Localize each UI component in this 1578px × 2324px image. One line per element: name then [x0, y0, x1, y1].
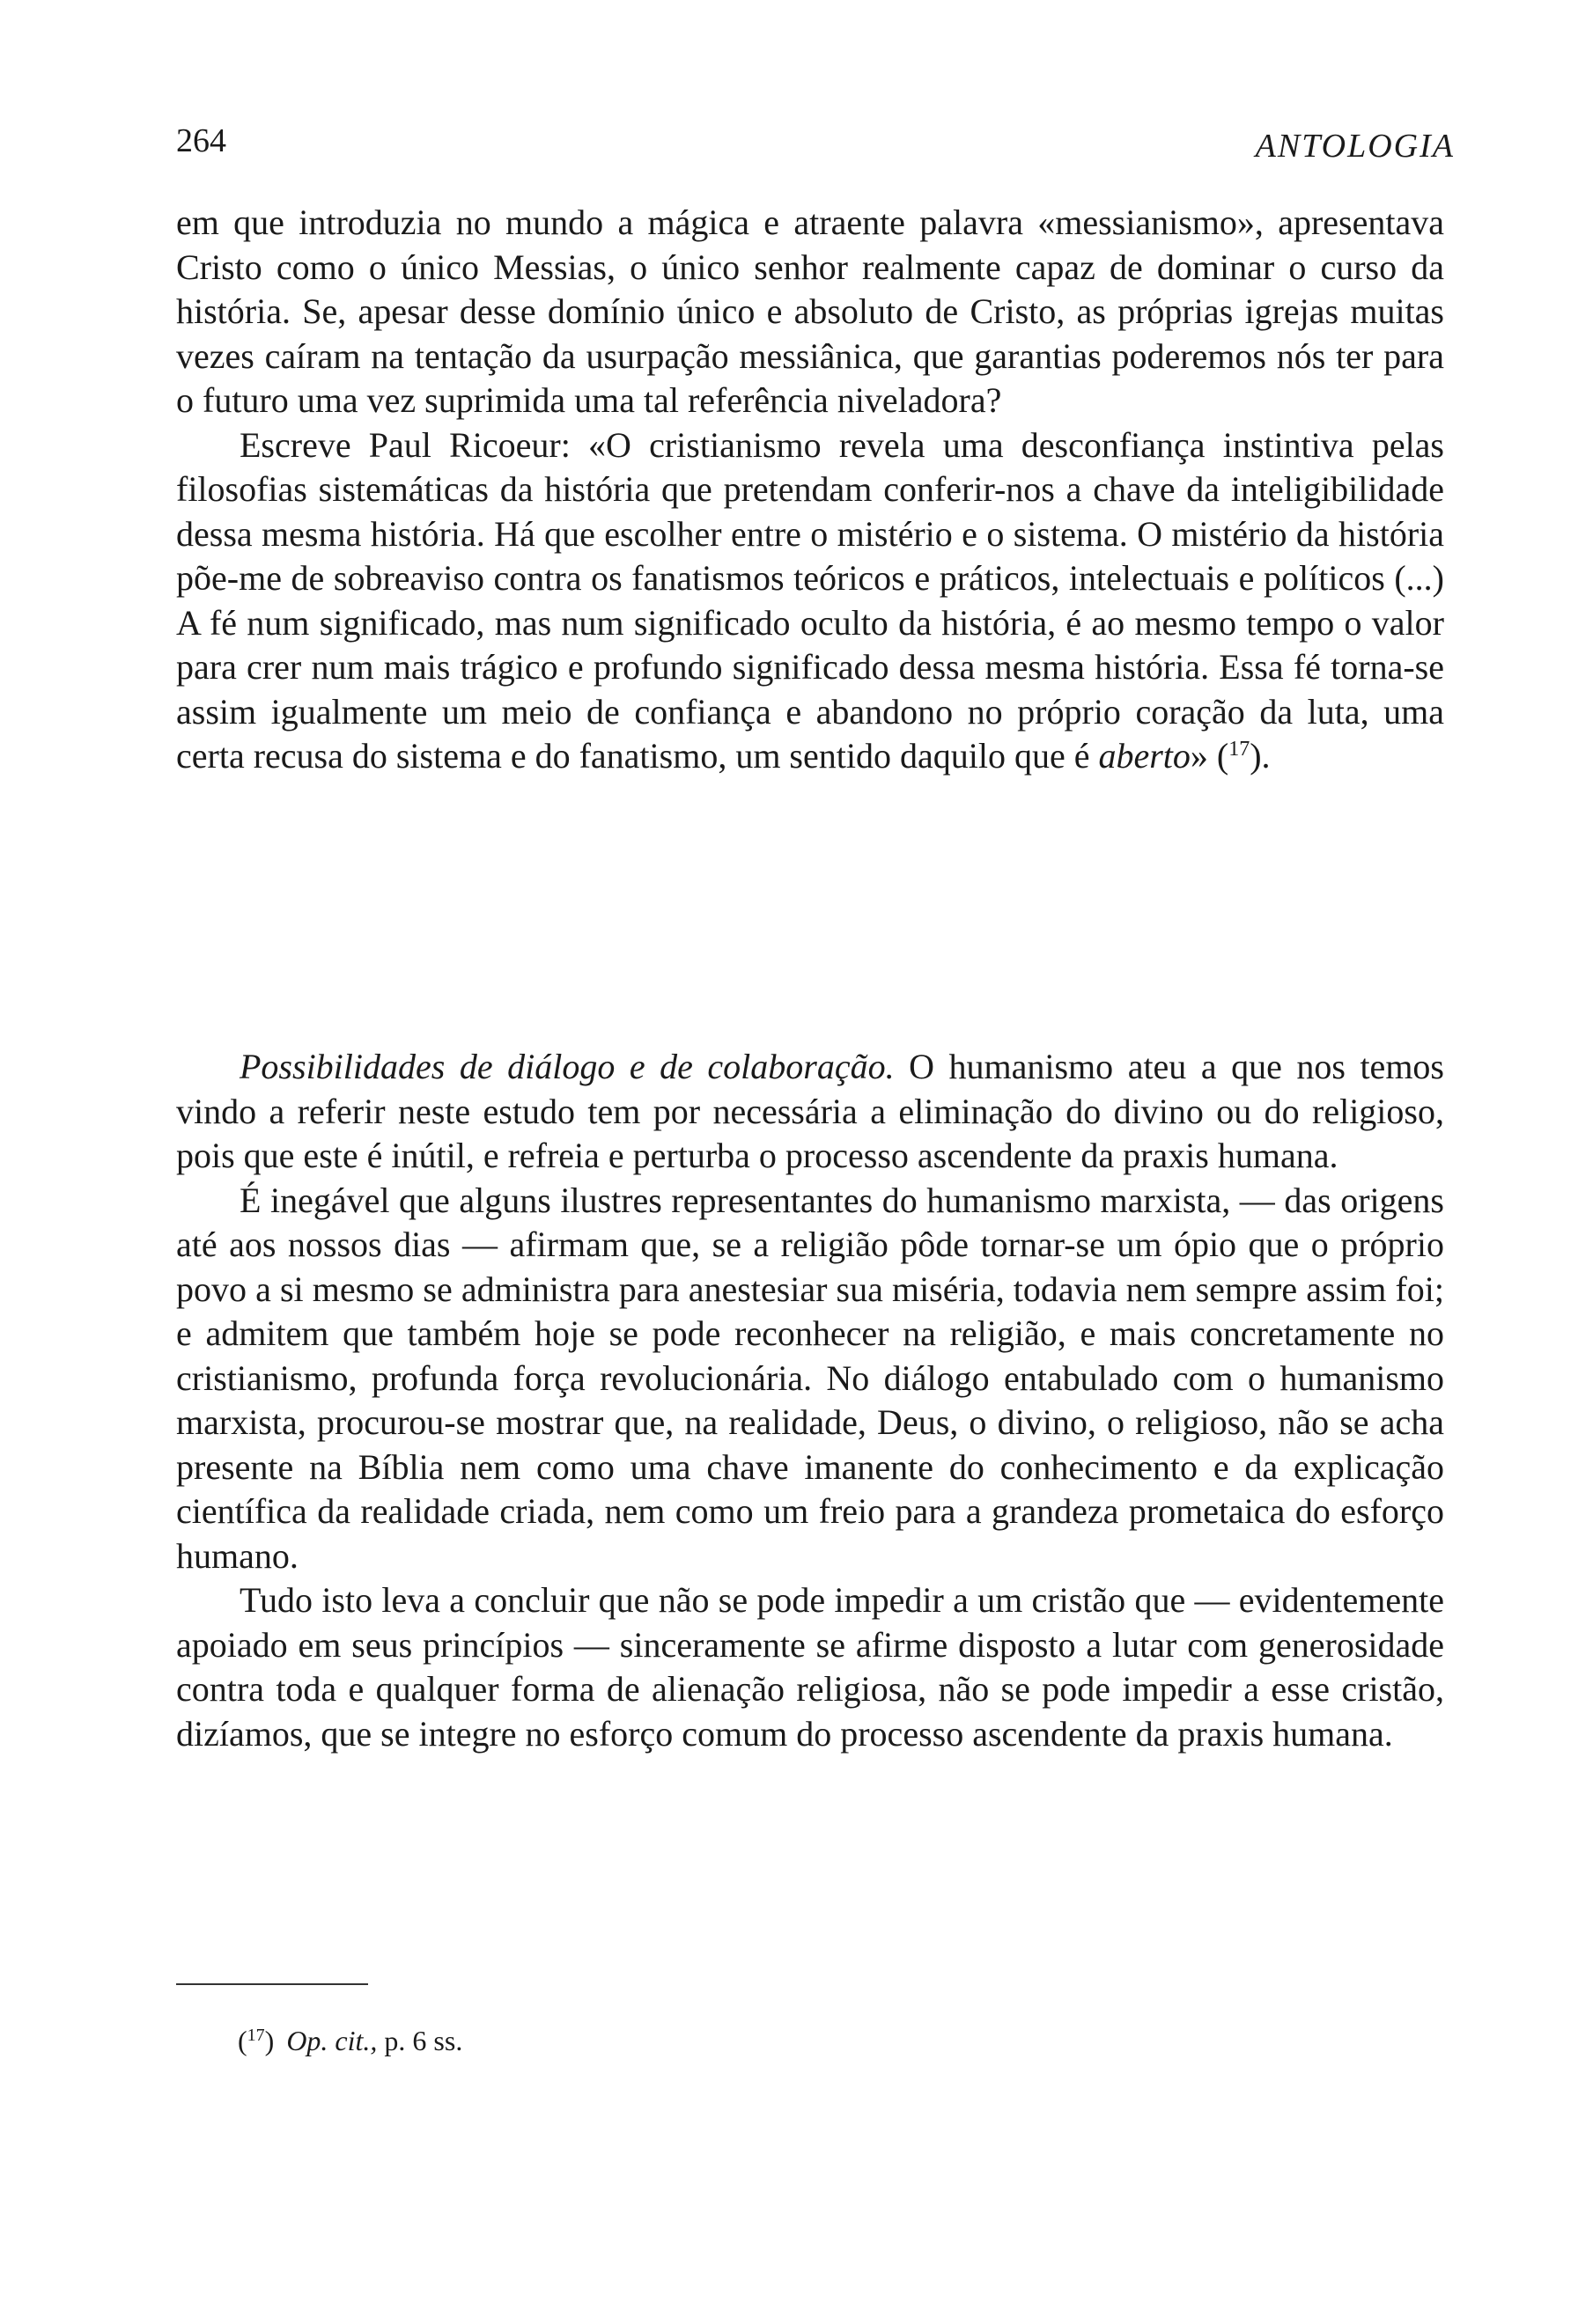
ricoeur-quote-text: Escreve Paul Ricoeur: «O cristianismo revela uma desconfiança instintiva pelas filosofias sistemáticas da história que pretendam conferir-nos a chave da inteligibilidade dessa mesma história. Há que escolher entre o mistério e o sistema. O mistério da história põe-me de sobreaviso contra os fanatismos teóricos e práticos, intelectuais e políticos (...) A fé num significado, mas num significado oculto da história, é ao mesmo tempo o valor para crer num mais trágico e profundo significado dessa mesma história. Essa fé torna-se assim igualmente um meio de confiança e abandono no próprio coração da luta, uma certa recusa do sistema e do fanatismo, um sentido daquilo que é [176, 424, 1444, 776]
paragraph-ricoeur-quote [176, 423, 1444, 779]
footnote-number: 17 [247, 2026, 265, 2045]
paragraph-conclusion: Tudo isto leva a concluir que não se pode impedir a um cristão que — evidentemente apoiado em seus princípios — sinceramente se afirme disposto a lutar com generosidade contra toda e qualquer forma de alienação religiosa, não se pode impedir a esse cristão, dizíamos, que se integre no esforço comum do processo ascendente da praxis humana. [176, 1580, 1444, 1754]
paragraph-marxist-humanism: É inegável que alguns ilustres representantes do humanismo marxista, — das origens até aos nossos dias — afirmam que, se a religião pôde tornar-se um ópio que o próprio povo a si mesmo se administra para anestesiar sua miséria, todavia nem sempre assim foi; e admitem que também hoje se pode reconhecer na religião, e mais concretamente no cristianismo, profunda força revolucionária. No diálogo entabulado com o humanismo marxista, procurou-se mostrar que, na realidade, Deus, o divino, o religioso, não se acha presente na Bíblia nem como uma chave imanente do conhecimento e da explicação científica da realidade criada, nem como um freio para a grandeza prometaica do esforço humano. [176, 1180, 1444, 1576]
footnote-paren-close: ) [264, 2025, 275, 2056]
page-number: 264 [176, 122, 226, 159]
section-heading-inline: Possibilidades de diálogo e de colaboração. [240, 1047, 895, 1086]
running-title: ANTOLOGIA [1255, 128, 1455, 165]
footnote-marker [238, 2025, 274, 2056]
possibilities-text: O humanismo ateu a que nos temos vindo a referir neste estudo tem por necessária a eliminação do divino ou do religioso, pois que este é inútil, e refreia e perturba o processo ascendente da praxis humana. [176, 1047, 1444, 1175]
footnote-page: p. 6 ss. [377, 2025, 463, 2056]
paragraph-messianism: em que introduzia no mundo a mágica e atraente palavra «messianismo», apresentava Cristo como o único Messias, o único senhor realmente capaz de dominar o curso da história. Se, apesar desse domínio único e absoluto de Cristo, as próprias igrejas muitas vezes caíram na tentação da usurpação messiânica, que garantias poderemos nós ter para o futuro uma vez suprimida uma tal referência niveladora? [176, 202, 1444, 420]
page-header [176, 121, 1455, 174]
footnote-reference: 17 [1228, 738, 1250, 761]
footnote-17 [238, 2023, 462, 2058]
ricoeur-quote-emphasis: aberto [1098, 736, 1191, 776]
paragraph-possibilities [176, 1045, 1444, 1179]
footnote-divider [176, 1983, 368, 1985]
footnote-citation: Op. cit., [286, 2025, 378, 2056]
text-block-dialogue [176, 1045, 1444, 1756]
reference-close: ). [1250, 736, 1271, 776]
footnote-paren-open: ( [238, 2025, 247, 2056]
text-block-continuation [176, 201, 1444, 779]
quote-close: » ( [1190, 736, 1229, 776]
